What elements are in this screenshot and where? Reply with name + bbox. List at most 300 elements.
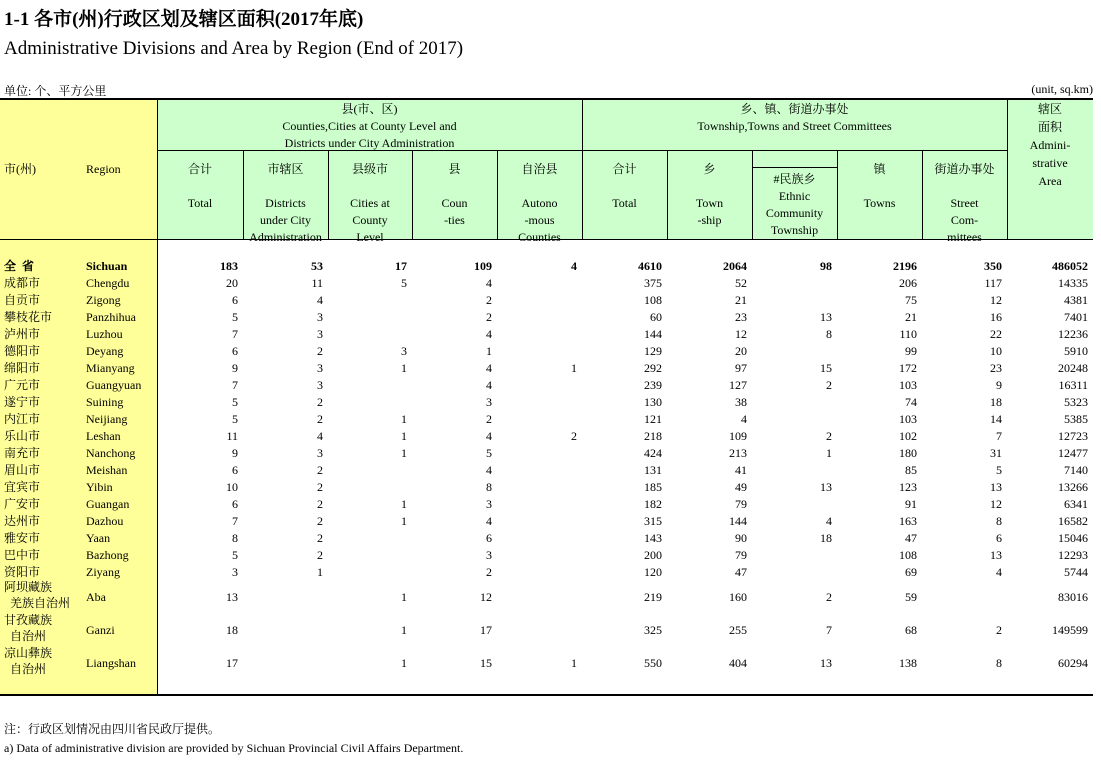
table-cell: 20 bbox=[735, 344, 747, 358]
table-cell: 99 bbox=[905, 344, 917, 358]
table-cell: 8 bbox=[996, 656, 1002, 670]
table-cell: 550 bbox=[644, 656, 662, 670]
table-cell: 12 bbox=[735, 327, 747, 341]
table-cell: 6341 bbox=[1064, 497, 1088, 511]
table-cell: 120 bbox=[644, 565, 662, 579]
page-title-en: Administrative Divisions and Area by Region (End of 2017) bbox=[4, 38, 464, 59]
table-cell: 1 bbox=[826, 446, 832, 460]
county-group-header-en1: Counties,Cities at County Level and bbox=[282, 119, 457, 133]
table-cell: 2 bbox=[317, 395, 323, 409]
table-cell: 121 bbox=[644, 412, 662, 426]
table-cell: 424 bbox=[644, 446, 662, 460]
area-header-line: 面积 bbox=[1037, 120, 1062, 134]
area-header-line: 辖区 bbox=[1037, 102, 1062, 116]
column-header-line: Towns bbox=[863, 196, 896, 210]
table-cell: 239 bbox=[644, 378, 662, 392]
table-cell: 97 bbox=[735, 361, 747, 375]
region-name-en: Neijiang bbox=[86, 412, 128, 426]
region-name-cn: 宜宾市 bbox=[4, 480, 41, 494]
table-cell: 4 bbox=[996, 565, 1002, 579]
table-cell: 13 bbox=[226, 590, 238, 604]
table-cell: 1 bbox=[401, 514, 407, 528]
region-name-en: Aba bbox=[86, 590, 106, 604]
table-cell: 109 bbox=[474, 259, 492, 273]
region-name-cn: 阿坝藏族 bbox=[4, 580, 53, 594]
column-header-line: 县 bbox=[448, 162, 461, 176]
region-name-en: Panzhihua bbox=[86, 310, 136, 324]
table-cell: 2 bbox=[826, 429, 832, 443]
region-name-cn: 甘孜藏族 bbox=[4, 613, 53, 627]
region-name-cn: 乐山市 bbox=[4, 429, 41, 443]
table-cell: 5 bbox=[486, 446, 492, 460]
table-cell: 3 bbox=[486, 548, 492, 562]
region-name-cn: 广安市 bbox=[4, 497, 41, 511]
table-cell: 2196 bbox=[893, 259, 917, 273]
table-cell: 1 bbox=[401, 446, 407, 460]
region-name-en: Nanchong bbox=[86, 446, 136, 460]
column-header-line: 合计 bbox=[612, 162, 637, 176]
region-name-en: Leshan bbox=[86, 429, 121, 443]
table-cell: 4 bbox=[486, 327, 492, 341]
table-cell: 183 bbox=[220, 259, 238, 273]
table-cell: 12236 bbox=[1058, 327, 1088, 341]
region-name-cn: 雅安市 bbox=[4, 531, 41, 545]
table-cell: 109 bbox=[729, 429, 747, 443]
table-cell: 5 bbox=[232, 412, 238, 426]
table-cell: 9 bbox=[996, 378, 1002, 392]
table-cell: 3 bbox=[317, 361, 323, 375]
area-header-line: Area bbox=[1038, 174, 1062, 188]
region-name-en: Yaan bbox=[86, 531, 111, 545]
table-cell: 12477 bbox=[1058, 446, 1088, 460]
table-cell: 3 bbox=[486, 395, 492, 409]
table-cell: 1 bbox=[486, 344, 492, 358]
table-cell: 144 bbox=[644, 327, 662, 341]
table-cell: 325 bbox=[644, 623, 662, 637]
table-cell: 130 bbox=[644, 395, 662, 409]
region-name-cn: 全 省 bbox=[4, 259, 35, 273]
table-cell: 13 bbox=[820, 310, 832, 324]
table-cell: 22 bbox=[990, 327, 1002, 341]
area-header-line: strative bbox=[1032, 156, 1068, 170]
table-cell: 6 bbox=[232, 293, 238, 307]
column-header-line: -ship bbox=[697, 213, 722, 227]
table-cell: 7 bbox=[232, 327, 238, 341]
table-cell: 404 bbox=[729, 656, 747, 670]
table-cell: 143 bbox=[644, 531, 662, 545]
column-header-line: mittees bbox=[947, 230, 982, 244]
region-name-en: Luzhou bbox=[86, 327, 123, 341]
table-cell: 123 bbox=[899, 480, 917, 494]
region-name-en: Mianyang bbox=[86, 361, 135, 375]
table-cell: 5385 bbox=[1064, 412, 1088, 426]
table-cell: 5744 bbox=[1064, 565, 1088, 579]
region-name-en: Guangan bbox=[86, 497, 130, 511]
column-header-line: Administration bbox=[249, 230, 322, 244]
table-cell: 4 bbox=[826, 514, 832, 528]
table-cell: 3 bbox=[486, 497, 492, 511]
table-cell: 13 bbox=[990, 480, 1002, 494]
column-header-line: Total bbox=[187, 196, 213, 210]
column-header-line: Counties bbox=[518, 230, 561, 244]
table-cell: 23 bbox=[735, 310, 747, 324]
column-header-line: 自治县 bbox=[521, 162, 558, 176]
table-cell: 17 bbox=[480, 623, 492, 637]
township-group-header-en: Township,Towns and Street Committees bbox=[697, 119, 892, 133]
region-name-cn: 南充市 bbox=[4, 446, 41, 460]
table-cell: 41 bbox=[735, 463, 747, 477]
region-name-en: Bazhong bbox=[86, 548, 129, 562]
column-header-line: 市辖区 bbox=[267, 162, 304, 176]
region-name-cn: 眉山市 bbox=[4, 463, 41, 477]
table-cell: 3 bbox=[317, 446, 323, 460]
table-cell: 14335 bbox=[1058, 276, 1088, 290]
region-name-cn: 自治州 bbox=[4, 662, 47, 676]
table-cell: 3 bbox=[401, 344, 407, 358]
table-cell: 9 bbox=[232, 446, 238, 460]
table-cell: 12723 bbox=[1058, 429, 1088, 443]
region-name-en: Zigong bbox=[86, 293, 121, 307]
table-cell: 4 bbox=[486, 514, 492, 528]
column-header-line: Autono bbox=[521, 196, 558, 210]
column-header-line: #民族乡 bbox=[773, 172, 816, 186]
table-cell: 3 bbox=[317, 378, 323, 392]
table-cell: 1 bbox=[401, 429, 407, 443]
table-cell: 21 bbox=[905, 310, 917, 324]
footnote-en: a) Data of administrative division are provided by Sichuan Provincial Civil Affairs Department. bbox=[4, 741, 464, 755]
table-cell: 6 bbox=[996, 531, 1002, 545]
table-cell: 2 bbox=[317, 344, 323, 358]
table-cell: 292 bbox=[644, 361, 662, 375]
table-cell: 13266 bbox=[1058, 480, 1088, 494]
region-name-cn: 遂宁市 bbox=[4, 395, 41, 409]
table-cell: 90 bbox=[735, 531, 747, 545]
table-cell: 315 bbox=[644, 514, 662, 528]
city-header: 市(州) bbox=[4, 162, 36, 176]
table-cell: 4 bbox=[486, 429, 492, 443]
table-cell: 15 bbox=[820, 361, 832, 375]
region-name-en: Ziyang bbox=[86, 565, 120, 579]
table-cell: 5 bbox=[996, 463, 1002, 477]
table-cell: 8 bbox=[826, 327, 832, 341]
region-name-en: Guangyuan bbox=[86, 378, 142, 392]
table-cell: 2 bbox=[486, 310, 492, 324]
table-cell: 60 bbox=[650, 310, 662, 324]
column-header-line: 县级市 bbox=[351, 162, 388, 176]
page-title-cn: 1-1 各市(州)行政区划及辖区面积(2017年底) bbox=[4, 9, 364, 30]
table-cell: 74 bbox=[905, 395, 917, 409]
region-name-en: Chengdu bbox=[86, 276, 130, 290]
table-cell: 2 bbox=[317, 514, 323, 528]
table-cell: 160 bbox=[729, 590, 747, 604]
column-header-line: 街道办事处 bbox=[934, 162, 995, 176]
column-header-line: County bbox=[352, 213, 388, 227]
table-cell: 18 bbox=[990, 395, 1002, 409]
table-cell: 4381 bbox=[1064, 293, 1088, 307]
region-name-cn: 达州市 bbox=[4, 514, 41, 528]
column-header-line: Districts bbox=[265, 196, 306, 210]
table-cell: 12293 bbox=[1058, 548, 1088, 562]
table-cell: 486052 bbox=[1052, 259, 1088, 273]
region-name-cn: 德阳市 bbox=[4, 344, 41, 358]
table-cell: 52 bbox=[735, 276, 747, 290]
table-cell: 182 bbox=[644, 497, 662, 511]
table-cell: 138 bbox=[899, 656, 917, 670]
table-cell: 13 bbox=[990, 548, 1002, 562]
table-cell: 9 bbox=[232, 361, 238, 375]
table-cell: 79 bbox=[735, 548, 747, 562]
table-cell: 4 bbox=[571, 259, 577, 273]
table-cell: 7 bbox=[232, 514, 238, 528]
table-cell: 163 bbox=[899, 514, 917, 528]
table-bottom-border bbox=[0, 694, 1093, 696]
table-cell: 4 bbox=[317, 293, 323, 307]
table-cell: 69 bbox=[905, 565, 917, 579]
table-cell: 5 bbox=[232, 548, 238, 562]
table-cell: 83016 bbox=[1058, 590, 1088, 604]
table-cell: 15046 bbox=[1058, 531, 1088, 545]
column-header-line: Ethnic bbox=[778, 189, 811, 203]
table-cell: 2 bbox=[317, 531, 323, 545]
table-cell: 16311 bbox=[1058, 378, 1088, 392]
table-cell: 4 bbox=[486, 361, 492, 375]
table-cell: 17 bbox=[226, 656, 238, 670]
column-header-line: 合计 bbox=[187, 162, 212, 176]
unit-label-cn: 单位: 个、平方公里 bbox=[4, 84, 107, 98]
table-cell: 79 bbox=[735, 497, 747, 511]
table-cell: 75 bbox=[905, 293, 917, 307]
region-name-cn: 凉山彝族 bbox=[4, 646, 53, 660]
table-cell: 149599 bbox=[1052, 623, 1088, 637]
table-cell: 2 bbox=[317, 412, 323, 426]
table-cell: 103 bbox=[899, 378, 917, 392]
table-cell: 47 bbox=[735, 565, 747, 579]
table-cell: 20248 bbox=[1058, 361, 1088, 375]
table-cell: 85 bbox=[905, 463, 917, 477]
region-name-cn: 巴中市 bbox=[4, 548, 41, 562]
column-header-line: Level bbox=[356, 230, 384, 244]
table-cell: 4 bbox=[741, 412, 747, 426]
table-cell: 2 bbox=[996, 623, 1002, 637]
table-cell: 2064 bbox=[723, 259, 747, 273]
table-cell: 2 bbox=[317, 463, 323, 477]
table-cell: 20 bbox=[226, 276, 238, 290]
table-cell: 1 bbox=[401, 361, 407, 375]
region-name-cn: 泸州市 bbox=[4, 327, 41, 341]
table-cell: 13 bbox=[820, 480, 832, 494]
table-cell: 10 bbox=[990, 344, 1002, 358]
table-cell: 117 bbox=[984, 276, 1002, 290]
table-cell: 5910 bbox=[1064, 344, 1088, 358]
ethnic-header-divider bbox=[752, 167, 837, 168]
column-header-line: -mous bbox=[524, 213, 555, 227]
table-cell: 1 bbox=[401, 497, 407, 511]
column-header-line: 乡 bbox=[703, 162, 716, 176]
table-cell: 2 bbox=[317, 548, 323, 562]
table-cell: 108 bbox=[644, 293, 662, 307]
column-header-line: 镇 bbox=[873, 162, 886, 176]
table-cell: 255 bbox=[729, 623, 747, 637]
column-header-line: Township bbox=[770, 223, 819, 237]
region-name-en: Sichuan bbox=[86, 259, 128, 273]
table-cell: 102 bbox=[899, 429, 917, 443]
region-name-cn: 羌族自治州 bbox=[4, 596, 71, 610]
table-cell: 1 bbox=[571, 361, 577, 375]
table-cell: 2 bbox=[826, 590, 832, 604]
table-cell: 6 bbox=[486, 531, 492, 545]
table-cell: 16 bbox=[990, 310, 1002, 324]
table-cell: 1 bbox=[401, 656, 407, 670]
column-header-line: -ties bbox=[444, 213, 465, 227]
table-cell: 185 bbox=[644, 480, 662, 494]
table-cell: 6 bbox=[232, 344, 238, 358]
column-header-line: Coun bbox=[441, 196, 468, 210]
region-name-cn: 自贡市 bbox=[4, 293, 41, 307]
table-cell: 7140 bbox=[1064, 463, 1088, 477]
region-name-cn: 攀枝花市 bbox=[4, 310, 53, 324]
table-cell: 12 bbox=[990, 293, 1002, 307]
table-cell: 13 bbox=[820, 656, 832, 670]
table-cell: 18 bbox=[226, 623, 238, 637]
table-cell: 59 bbox=[905, 590, 917, 604]
table-cell: 213 bbox=[729, 446, 747, 460]
table-cell: 7 bbox=[232, 378, 238, 392]
region-name-cn: 资阳市 bbox=[4, 565, 41, 579]
table-cell: 218 bbox=[644, 429, 662, 443]
region-name-cn: 内江市 bbox=[4, 412, 41, 426]
column-header-line: under City bbox=[260, 213, 311, 227]
table-cell: 1 bbox=[401, 623, 407, 637]
table-cell: 206 bbox=[899, 276, 917, 290]
table-cell: 14 bbox=[990, 412, 1002, 426]
column-header-line: Cities at bbox=[350, 196, 390, 210]
table-cell: 129 bbox=[644, 344, 662, 358]
table-cell: 3 bbox=[317, 310, 323, 324]
region-name-en: Dazhou bbox=[86, 514, 124, 528]
table-cell: 375 bbox=[644, 276, 662, 290]
table-cell: 8 bbox=[232, 531, 238, 545]
table-cell: 4 bbox=[486, 378, 492, 392]
table-cell: 31 bbox=[990, 446, 1002, 460]
region-column-divider bbox=[157, 99, 158, 695]
table-cell: 8 bbox=[996, 514, 1002, 528]
table-cell: 4 bbox=[486, 463, 492, 477]
county-group-header-en2: Districts under City Administration bbox=[284, 136, 455, 150]
area-header-line: Admini- bbox=[1029, 138, 1071, 152]
table-cell: 7 bbox=[826, 623, 832, 637]
table-cell: 144 bbox=[729, 514, 747, 528]
table-cell: 21 bbox=[735, 293, 747, 307]
table-cell: 18 bbox=[820, 531, 832, 545]
table-cell: 6 bbox=[232, 497, 238, 511]
region-name-en: Liangshan bbox=[86, 656, 136, 670]
table-cell: 200 bbox=[644, 548, 662, 562]
table-cell: 1 bbox=[401, 590, 407, 604]
county-group-header-cn: 县(市、区) bbox=[341, 102, 398, 116]
table-cell: 8 bbox=[486, 480, 492, 494]
table-cell: 2 bbox=[486, 565, 492, 579]
region-name-cn: 广元市 bbox=[4, 378, 41, 392]
table-cell: 47 bbox=[905, 531, 917, 545]
table-cell: 2 bbox=[486, 412, 492, 426]
table-cell: 2 bbox=[317, 497, 323, 511]
table-cell: 2 bbox=[826, 378, 832, 392]
table-cell: 108 bbox=[899, 548, 917, 562]
table-cell: 16582 bbox=[1058, 514, 1088, 528]
table-cell: 60294 bbox=[1058, 656, 1088, 670]
table-cell: 3 bbox=[232, 565, 238, 579]
table-cell: 1 bbox=[317, 565, 323, 579]
table-cell: 4 bbox=[486, 276, 492, 290]
unit-label-en: (unit, sq.km) bbox=[1031, 82, 1093, 96]
table-cell: 68 bbox=[905, 623, 917, 637]
table-cell: 1 bbox=[401, 412, 407, 426]
table-cell: 10 bbox=[226, 480, 238, 494]
table-cell: 4610 bbox=[638, 259, 662, 273]
table-cell: 23 bbox=[990, 361, 1002, 375]
table-cell: 2 bbox=[486, 293, 492, 307]
table-cell: 91 bbox=[905, 497, 917, 511]
table-cell: 5 bbox=[232, 310, 238, 324]
table-cell: 98 bbox=[820, 259, 832, 273]
table-cell: 49 bbox=[735, 480, 747, 494]
table-cell: 38 bbox=[735, 395, 747, 409]
column-header-line: Total bbox=[612, 196, 637, 210]
region-name-en: Deyang bbox=[86, 344, 124, 358]
table-cell: 7401 bbox=[1064, 310, 1088, 324]
table-cell: 7 bbox=[996, 429, 1002, 443]
table-cell: 2 bbox=[571, 429, 577, 443]
table-cell: 131 bbox=[644, 463, 662, 477]
table-cell: 3 bbox=[317, 327, 323, 341]
table-cell: 11 bbox=[226, 429, 238, 443]
table-cell: 219 bbox=[644, 590, 662, 604]
table-cell: 11 bbox=[311, 276, 323, 290]
table-top-border bbox=[0, 98, 1093, 100]
region-header: Region bbox=[86, 162, 121, 176]
table-cell: 180 bbox=[899, 446, 917, 460]
table-cell: 5323 bbox=[1064, 395, 1088, 409]
table-cell: 6 bbox=[232, 463, 238, 477]
table-cell: 1 bbox=[571, 656, 577, 670]
region-name-en: Meishan bbox=[86, 463, 128, 477]
column-header-line: Com- bbox=[950, 213, 979, 227]
table-cell: 110 bbox=[899, 327, 917, 341]
table-cell: 350 bbox=[984, 259, 1002, 273]
table-cell: 15 bbox=[480, 656, 492, 670]
table-cell: 2 bbox=[317, 480, 323, 494]
table-cell: 5 bbox=[401, 276, 407, 290]
table-cell: 17 bbox=[395, 259, 407, 273]
table-cell: 12 bbox=[990, 497, 1002, 511]
table-cell: 53 bbox=[311, 259, 323, 273]
table-cell: 4 bbox=[317, 429, 323, 443]
column-header-line: Town bbox=[695, 196, 724, 210]
footnote-cn: 注：行政区划情况由四川省民政厅提供。 bbox=[4, 722, 221, 736]
region-name-en: Ganzi bbox=[86, 623, 115, 637]
region-name-en: Suining bbox=[86, 395, 124, 409]
table-cell: 103 bbox=[899, 412, 917, 426]
table-cell: 127 bbox=[729, 378, 747, 392]
region-name-cn: 绵阳市 bbox=[4, 361, 41, 375]
column-header-line: Community bbox=[765, 206, 824, 220]
table-cell: 12 bbox=[480, 590, 492, 604]
region-name-cn: 自治州 bbox=[4, 629, 47, 643]
township-group-header-cn: 乡、镇、街道办事处 bbox=[740, 102, 849, 116]
column-header-line: Street bbox=[950, 196, 979, 210]
table-cell: 5 bbox=[232, 395, 238, 409]
table-cell: 172 bbox=[899, 361, 917, 375]
